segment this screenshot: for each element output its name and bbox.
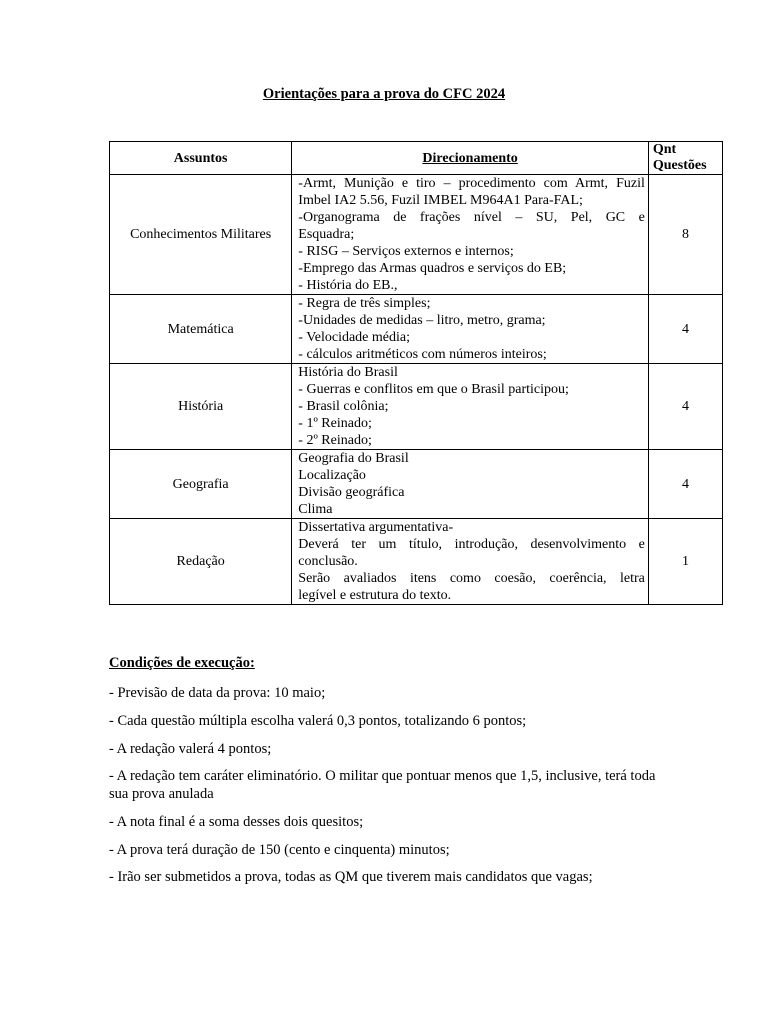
row-subject: História: [110, 364, 292, 450]
row-qty: 4: [648, 295, 722, 364]
table-row: [110, 295, 723, 364]
direction-line: - cálculos aritméticos com números inteiros;: [298, 347, 547, 362]
direction-line: -Emprego das Armas quadros e serviços do EB;: [298, 261, 567, 276]
table-row: [110, 519, 723, 605]
header-qty: [648, 142, 722, 175]
row-qty: 4: [648, 450, 722, 519]
document-title: Orientações para a prova do CFC 2024: [262, 86, 506, 102]
direction-line: Imbel IA2 5.56, Fuzil IMBEL M964A1 Para-FAL;: [298, 193, 583, 208]
row-direction: [292, 295, 649, 364]
direction-line: - Regra de três simples;: [298, 296, 431, 311]
direction-line: Divisão geográfica: [298, 485, 405, 500]
condition-item: - Previsão de data da prova: 10 maio;: [109, 685, 326, 701]
direction-line: Esquadra;: [298, 227, 355, 242]
direction-line: - Brasil colônia;: [298, 399, 389, 414]
row-subject: Matemática: [110, 295, 292, 364]
direction-line: História do Brasil: [298, 365, 398, 380]
row-subject: Conhecimentos Militares: [110, 175, 292, 295]
direction-line: -Armt, Munição e tiro – procedimento com Armt, Fuzil: [298, 176, 645, 191]
direction-line: - RISG – Serviços externos e internos;: [298, 244, 514, 259]
direction-line: Geografia do Brasil: [298, 451, 409, 466]
direction-line: Clima: [298, 502, 333, 517]
row-direction: [292, 519, 649, 605]
table-header-row: [110, 142, 723, 175]
direction-line: conclusão.: [298, 554, 358, 569]
direction-line: Localização: [298, 468, 366, 483]
subjects-table: [109, 141, 723, 605]
header-subject: Assuntos: [110, 142, 292, 175]
row-direction: [292, 450, 649, 519]
direction-line: - 1º Reinado;: [298, 416, 372, 431]
direction-line: - 2º Reinado;: [298, 433, 372, 448]
row-subject: Geografia: [110, 450, 292, 519]
condition-item: - Cada questão múltipla escolha valerá 0,3 pontos, totalizando 6 pontos;: [109, 713, 527, 729]
row-direction: [292, 364, 649, 450]
table-row: [110, 175, 723, 295]
row-qty: 8: [648, 175, 722, 295]
direction-line: -Unidades de medidas – litro, metro, grama;: [298, 313, 546, 328]
direction-line: Serão avaliados itens como coesão, coerência, letra: [298, 571, 645, 586]
direction-line: - Guerras e conflitos em que o Brasil participou;: [298, 382, 569, 397]
header-direction: Direcionamento: [292, 142, 649, 175]
row-subject: Redação: [110, 519, 292, 605]
conditions-title: Condições de execução:: [109, 655, 255, 671]
header-qty-line1: Qnt: [652, 142, 677, 157]
condition-item: - A redação valerá 4 pontos;: [109, 741, 272, 757]
row-direction: [292, 175, 649, 295]
condition-item: - A nota final é a soma desses dois quesitos;: [109, 814, 364, 830]
header-qty-line2: Questões: [652, 158, 707, 173]
table-row: [110, 364, 723, 450]
table-row: [110, 450, 723, 519]
condition-item: - Irão ser submetidos a prova, todas as QM que tiverem mais candidatos que vagas;: [109, 869, 593, 885]
direction-line: - História do EB.,: [298, 278, 398, 293]
condition-item: - A prova terá duração de 150 (cento e cinquenta) minutos;: [109, 842, 450, 858]
condition-item: - A redação tem caráter eliminatório. O militar que pontuar menos que 1,5, inclusive, terá toda sua prova anulada: [109, 768, 656, 802]
direction-line: Deverá ter um título, introdução, desenvolvimento e: [298, 537, 645, 552]
direction-line: Dissertativa argumentativa-: [298, 520, 454, 535]
direction-line: -Organograma de frações nível – SU, Pel, GC e: [298, 210, 645, 225]
row-qty: 1: [648, 519, 722, 605]
direction-line: legível e estrutura do texto.: [298, 588, 452, 603]
row-qty: 4: [648, 364, 722, 450]
direction-line: - Velocidade média;: [298, 330, 410, 345]
